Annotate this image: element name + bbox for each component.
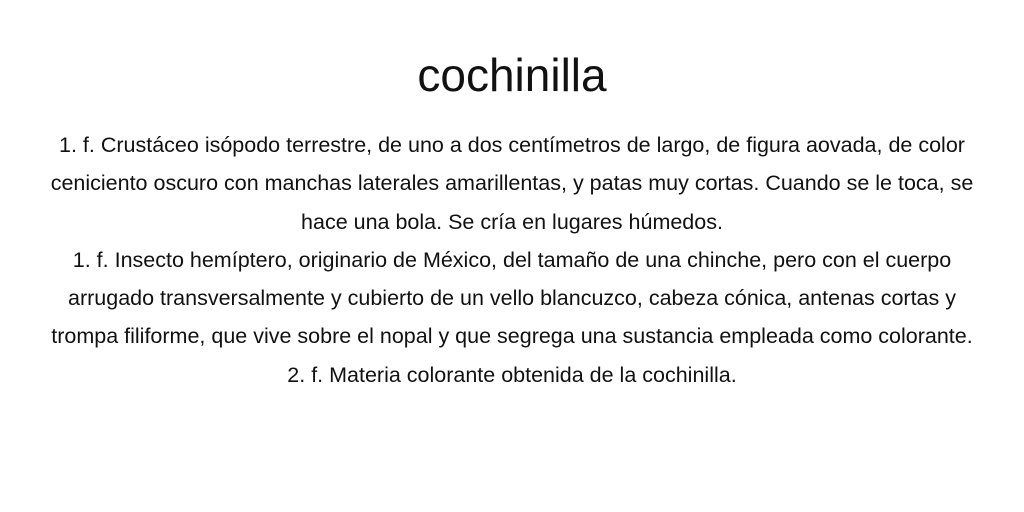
definition-list [40,126,984,394]
definition-item: 1. f. Insecto hemíptero, originario de México, del tamaño de una chinche, pero con el cuerpo arrugado transversalmente y cubierto de un vello blancuzco, cabeza cónica, antenas cortas y trompa filiforme, que vive sobre el nopal y que segrega una sustancia empleada como colorante. [51,247,973,349]
definition-item: 1. f. Crustáceo isópodo terrestre, de uno a dos centímetros de largo, de figura aovada, de color ceniciento oscuro con manchas laterales amarillentas, y patas muy cortas. Cuando se le toca, se hace una bola. Se cría en lugares húmedos. [50,133,974,234]
headword: cochinilla [417,49,607,101]
definition-item: 2. f. Materia colorante obtenida de la cochinilla. [287,362,737,387]
